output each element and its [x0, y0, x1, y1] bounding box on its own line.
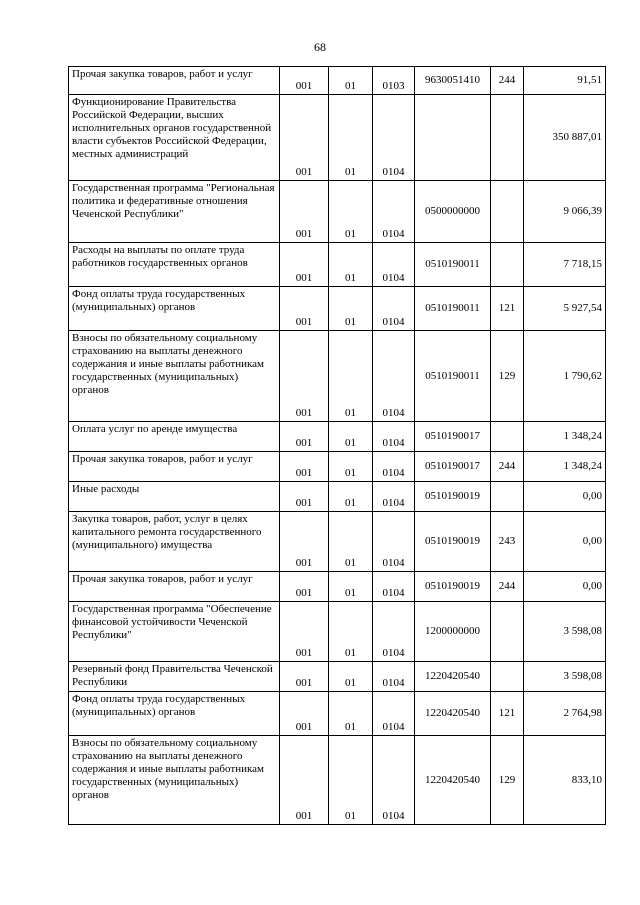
row-name: Фонд оплаты труда государственных (муниципальных) органов [69, 692, 280, 736]
row-subsection-code: 0104 [373, 692, 415, 736]
row-name: Взносы по обязательному социальному страхованию на выплаты денежного содержания и иные выплаты работникам государственных (муниципальных) органов [69, 736, 280, 825]
row-amount: 3 598,08 [524, 602, 606, 662]
row-name: Государственная программа "Обеспечение финансовой устойчивости Чеченской Республики" [69, 602, 280, 662]
row-target-article: 9630051410 [415, 67, 491, 95]
row-target-article: 0510190011 [415, 287, 491, 331]
row-subsection-code: 0104 [373, 452, 415, 482]
table-row [69, 243, 606, 287]
row-expense-type [491, 95, 524, 181]
row-target-article: 0500000000 [415, 181, 491, 243]
row-section-code: 01 [329, 67, 373, 95]
row-name: Оплата услуг по аренде имущества [69, 422, 280, 452]
row-name: Фонд оплаты труда государственных (муниципальных) органов [69, 287, 280, 331]
row-grbs-code: 001 [280, 692, 329, 736]
row-name: Расходы на выплаты по оплате труда работников государственных органов [69, 243, 280, 287]
row-amount: 91,51 [524, 67, 606, 95]
table-row [69, 331, 606, 422]
row-target-article: 1220420540 [415, 736, 491, 825]
row-expense-type [491, 243, 524, 287]
row-target-article: 0510190019 [415, 512, 491, 572]
row-expense-type: 121 [491, 692, 524, 736]
row-amount: 5 927,54 [524, 287, 606, 331]
page-number: 68 [314, 40, 326, 54]
row-expense-type [491, 422, 524, 452]
row-name: Взносы по обязательному социальному страхованию на выплаты денежного содержания и иные выплаты работникам государственных (муниципальных) органов [69, 331, 280, 422]
row-section-code: 01 [329, 331, 373, 422]
table-row [69, 181, 606, 243]
row-target-article: 0510190011 [415, 243, 491, 287]
row-amount: 350 887,01 [524, 95, 606, 181]
row-expense-type [491, 181, 524, 243]
row-name: Функционирование Правительства Российской Федерации, высших исполнительных органов государственной власти субъектов Российской Федерации, местных администраций [69, 95, 280, 181]
row-grbs-code: 001 [280, 512, 329, 572]
table-row [69, 95, 606, 181]
row-name: Государственная программа "Региональная политика и федеративные отношения Чеченской Республики" [69, 181, 280, 243]
table-row [69, 452, 606, 482]
row-expense-type: 121 [491, 287, 524, 331]
row-target-article: 1200000000 [415, 602, 491, 662]
table-body [69, 67, 606, 825]
row-subsection-code: 0104 [373, 331, 415, 422]
row-section-code: 01 [329, 736, 373, 825]
table-row [69, 572, 606, 602]
row-target-article: 0510190017 [415, 422, 491, 452]
row-target-article: 0510190019 [415, 572, 491, 602]
row-name: Иные расходы [69, 482, 280, 512]
row-expense-type: 244 [491, 452, 524, 482]
table-row [69, 67, 606, 95]
row-grbs-code: 001 [280, 67, 329, 95]
row-amount: 1 348,24 [524, 422, 606, 452]
row-section-code: 01 [329, 692, 373, 736]
row-subsection-code: 0103 [373, 67, 415, 95]
row-amount: 7 718,15 [524, 243, 606, 287]
row-subsection-code: 0104 [373, 482, 415, 512]
row-amount: 0,00 [524, 512, 606, 572]
row-amount: 1 348,24 [524, 452, 606, 482]
row-section-code: 01 [329, 512, 373, 572]
row-section-code: 01 [329, 181, 373, 243]
row-name: Прочая закупка товаров, работ и услуг [69, 67, 280, 95]
row-section-code: 01 [329, 422, 373, 452]
row-grbs-code: 001 [280, 602, 329, 662]
row-subsection-code: 0104 [373, 572, 415, 602]
row-amount: 1 790,62 [524, 331, 606, 422]
table-row [69, 512, 606, 572]
table-row [69, 692, 606, 736]
row-grbs-code: 001 [280, 572, 329, 602]
row-target-article: 1220420540 [415, 662, 491, 692]
row-subsection-code: 0104 [373, 736, 415, 825]
row-target-article: 1220420540 [415, 692, 491, 736]
row-grbs-code: 001 [280, 482, 329, 512]
row-section-code: 01 [329, 662, 373, 692]
budget-table [68, 66, 606, 825]
row-section-code: 01 [329, 287, 373, 331]
table-row [69, 422, 606, 452]
row-grbs-code: 001 [280, 95, 329, 181]
row-expense-type: 129 [491, 736, 524, 825]
row-amount: 833,10 [524, 736, 606, 825]
row-subsection-code: 0104 [373, 422, 415, 452]
row-subsection-code: 0104 [373, 95, 415, 181]
row-name: Прочая закупка товаров, работ и услуг [69, 572, 280, 602]
row-name: Резервный фонд Правительства Чеченской Республики [69, 662, 280, 692]
row-expense-type: 129 [491, 331, 524, 422]
row-subsection-code: 0104 [373, 602, 415, 662]
row-name: Прочая закупка товаров, работ и услуг [69, 452, 280, 482]
table-row [69, 662, 606, 692]
row-subsection-code: 0104 [373, 181, 415, 243]
row-expense-type: 244 [491, 572, 524, 602]
row-amount: 0,00 [524, 482, 606, 512]
row-subsection-code: 0104 [373, 243, 415, 287]
table-row [69, 287, 606, 331]
row-grbs-code: 001 [280, 243, 329, 287]
row-subsection-code: 0104 [373, 512, 415, 572]
row-expense-type [491, 602, 524, 662]
row-amount: 9 066,39 [524, 181, 606, 243]
row-section-code: 01 [329, 602, 373, 662]
row-grbs-code: 001 [280, 662, 329, 692]
row-grbs-code: 001 [280, 422, 329, 452]
row-grbs-code: 001 [280, 452, 329, 482]
row-section-code: 01 [329, 95, 373, 181]
row-section-code: 01 [329, 243, 373, 287]
row-target-article: 0510190017 [415, 452, 491, 482]
row-subsection-code: 0104 [373, 662, 415, 692]
row-section-code: 01 [329, 572, 373, 602]
row-name: Закупка товаров, работ, услуг в целях капитального ремонта государственного (муниципального) имущества [69, 512, 280, 572]
row-section-code: 01 [329, 482, 373, 512]
table-row [69, 482, 606, 512]
row-grbs-code: 001 [280, 287, 329, 331]
row-grbs-code: 001 [280, 736, 329, 825]
row-target-article: 0510190011 [415, 331, 491, 422]
row-amount: 3 598,08 [524, 662, 606, 692]
table-row [69, 736, 606, 825]
row-expense-type: 243 [491, 512, 524, 572]
row-target-article: 0510190019 [415, 482, 491, 512]
row-grbs-code: 001 [280, 331, 329, 422]
row-amount: 0,00 [524, 572, 606, 602]
row-amount: 2 764,98 [524, 692, 606, 736]
row-grbs-code: 001 [280, 181, 329, 243]
row-expense-type: 244 [491, 67, 524, 95]
row-subsection-code: 0104 [373, 287, 415, 331]
table-row [69, 602, 606, 662]
row-target-article [415, 95, 491, 181]
row-section-code: 01 [329, 452, 373, 482]
row-expense-type [491, 482, 524, 512]
row-expense-type [491, 662, 524, 692]
